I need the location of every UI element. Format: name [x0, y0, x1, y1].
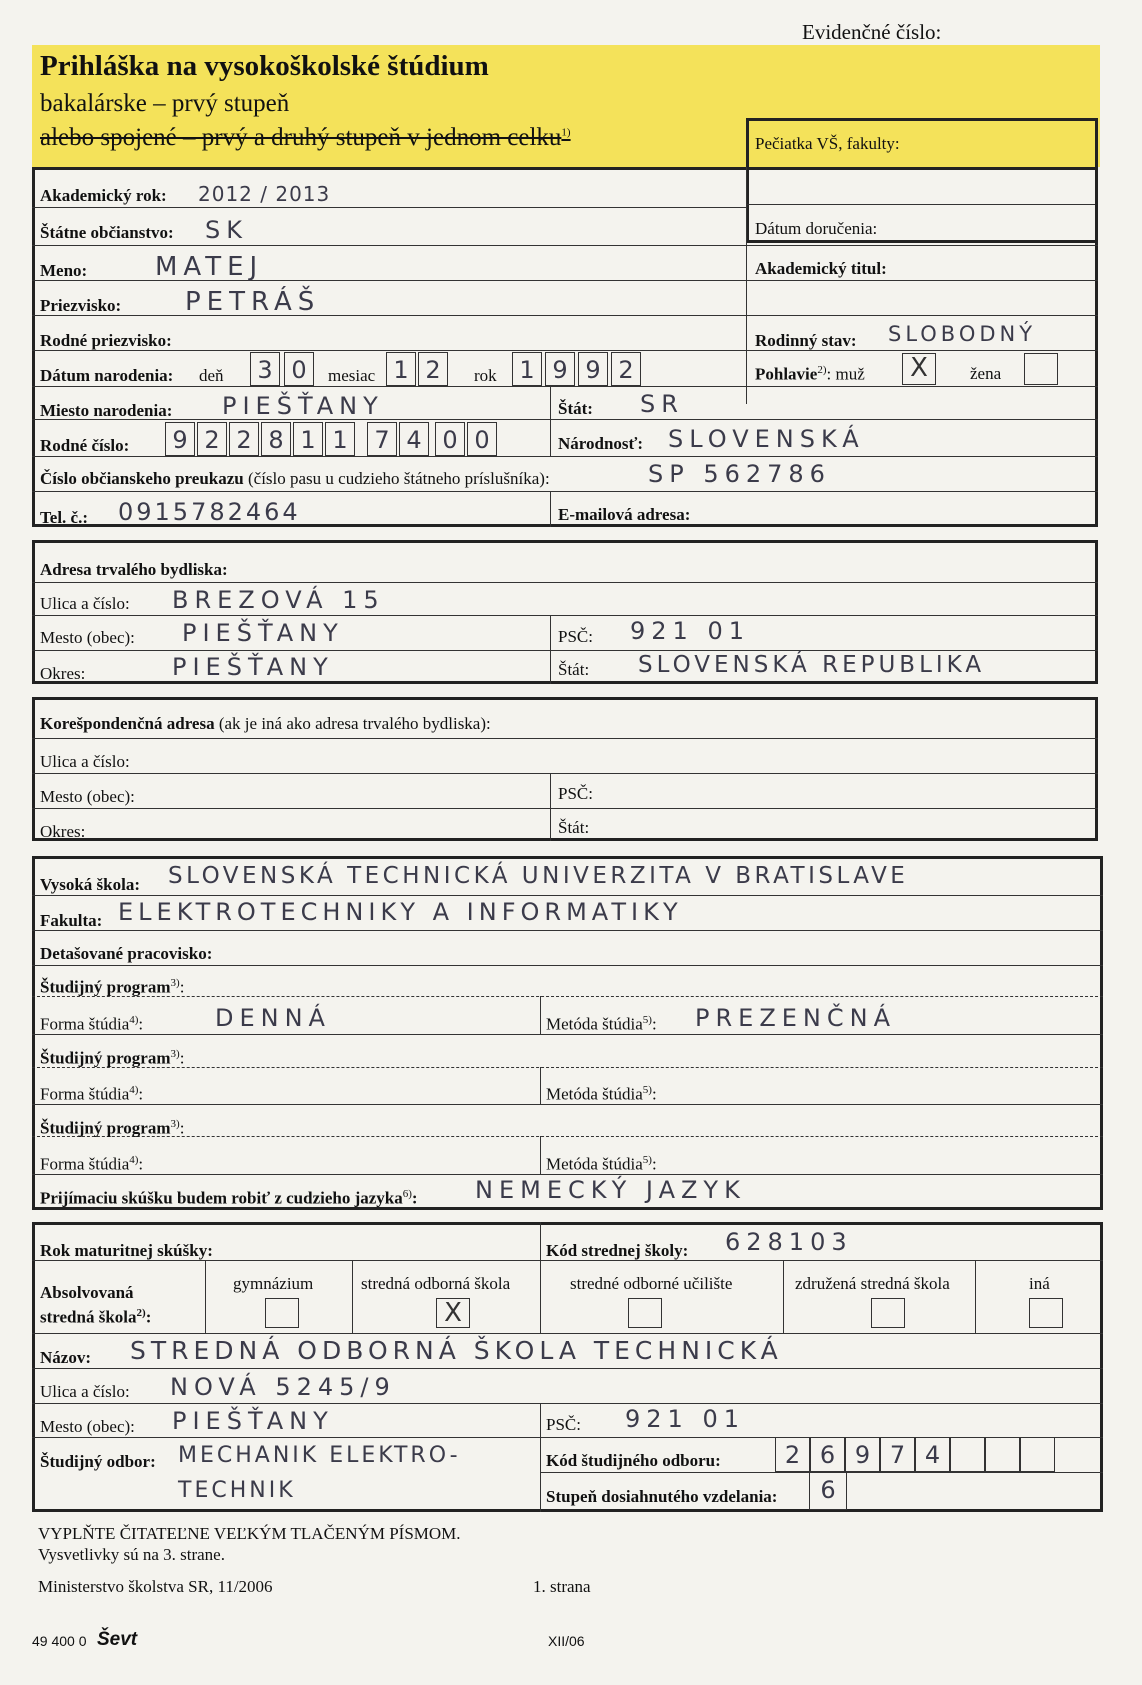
fill-instruction: VYPLŇTE ČITATEĽNE VEĽKÝM TLAČENÝM PÍSMOM. [38, 1524, 461, 1543]
academic-year-label: Akademický rok: [40, 186, 167, 205]
school-street-label: Ulica a číslo: [40, 1382, 130, 1401]
school-type-vocational-label: stredná odborná škola [361, 1274, 511, 1293]
correspondence-address-title: Korešpondenčná adresa (ak je iná ako adresa trvalého bydliska): [40, 714, 491, 733]
school-type-label: Absolvovaná stredná škola$^{2)}$: [40, 1283, 152, 1327]
graduation-year-label: Rok maturitnej skúšky: [40, 1241, 213, 1260]
citizenship-value: SK [205, 216, 248, 244]
education-degree-label: Stupeň dosiahnutého vzdelania: [546, 1487, 778, 1506]
surname-value: PETRÁŠ [185, 287, 321, 317]
name-label: Meno: [40, 261, 88, 280]
school-city-value: PIEŠŤANY [172, 1407, 334, 1435]
id-card-value: SP 562786 [648, 460, 831, 488]
correspondence-street-label: Ulica a číslo: [40, 752, 130, 771]
marital-status-label: Rodinný stav: [755, 331, 857, 350]
permanent-city-value: PIEŠŤANY [182, 619, 344, 647]
school-type-vocational-checkbox[interactable]: X [436, 1298, 470, 1328]
university-label: Vysoká škola: [40, 875, 140, 894]
birth-date-label: Dátum narodenia: [40, 366, 174, 385]
birth-number-digit: 2 [229, 422, 259, 456]
sex-label: Pohlavie$^{2)}$: muž [755, 364, 865, 384]
birth-number-digit: 0 [435, 422, 465, 456]
year-label: rok [474, 366, 497, 385]
name-value: MATEJ [155, 252, 264, 282]
nationality-value: SLOVENSKÁ [668, 425, 865, 453]
correspondence-city-label: Mesto (obec): [40, 787, 135, 806]
correspondence-state-label: Štát: [558, 818, 590, 837]
state-label: Štát: [558, 399, 593, 418]
school-zip-value: 921 01 [625, 1405, 745, 1433]
evidence-number-label: Evidenčné číslo: [802, 20, 942, 44]
year-digit: 9 [545, 352, 575, 386]
school-type-combined-label: združená stredná škola [795, 1274, 950, 1293]
birth-number-digit: 1 [325, 422, 355, 456]
field-code-digit [985, 1437, 1020, 1472]
birth-number-digit: 7 [367, 422, 397, 456]
permanent-address-title: Adresa trvalého bydliska: [40, 560, 228, 579]
study-form-1-label: Forma štúdia$^{4)}$: [40, 1014, 144, 1034]
correspondence-district-label: Okres: [40, 822, 86, 841]
school-city-label: Mesto (obec): [40, 1417, 135, 1436]
birth-surname-label: Rodné priezvisko: [40, 331, 172, 350]
exam-language-label: Prijímaciu skúšku budem robiť z cudzieho jazyka$^{6)}$: [40, 1188, 418, 1208]
school-type-apprentice-checkbox[interactable] [628, 1298, 662, 1328]
birth-number-digit: 4 [399, 422, 429, 456]
school-code-label: Kód strednej školy: [546, 1241, 689, 1260]
id-card-label: Číslo občianskeho preukazu (číslo pasu u cudzieho štátneho príslušníka): [40, 469, 550, 488]
school-name-label: Názov: [40, 1348, 91, 1367]
ministry-note: Ministerstvo školstva SR, 11/2006 [38, 1577, 273, 1596]
permanent-street-label: Ulica a číslo: [40, 594, 130, 613]
permanent-state-value: SLOVENSKÁ REPUBLIKA [638, 652, 986, 678]
university-value: SLOVENSKÁ TECHNICKÁ UNIVERZITA V BRATISLAVE [168, 863, 909, 889]
correspondence-zip-label: PSČ: [558, 784, 593, 803]
school-type-other-checkbox[interactable] [1029, 1298, 1063, 1328]
email-label: E-mailová adresa: [558, 505, 691, 524]
form-subtitle-1: bakalárske – prvý stupeň [40, 90, 290, 117]
year-digit: 9 [578, 352, 608, 386]
field-code-digit: 4 [915, 1437, 950, 1472]
school-type-gymnasium-checkbox[interactable] [265, 1298, 299, 1328]
study-field-label: Študijný odbor: [40, 1452, 156, 1471]
birth-place-value: PIEŠŤANY [222, 392, 384, 420]
permanent-zip-label: PSČ: [558, 627, 593, 646]
female-label: žena [970, 364, 1002, 383]
surname-label: Priezvisko: [40, 296, 122, 315]
school-street-value: NOVÁ 5245/9 [170, 1373, 396, 1401]
school-type-combined-checkbox[interactable] [871, 1298, 905, 1328]
permanent-state-label: Štát: [558, 660, 590, 679]
school-type-other-label: iná [1029, 1274, 1050, 1293]
school-zip-label: PSČ: [546, 1415, 581, 1434]
study-program-3-label: Študijný program$^{3)}$: [40, 1118, 185, 1138]
form-title: Prihláška na vysokoškolské štúdium [40, 50, 489, 82]
study-program-2-label: Študijný program$^{3)}$: [40, 1048, 185, 1068]
field-code-label: Kód študijného odboru: [546, 1451, 721, 1470]
explanation-note: Vysvetlivky sú na 3. strane. [38, 1545, 225, 1564]
sex-male-checkbox[interactable]: X [902, 353, 936, 385]
school-name-value: STREDNÁ ODBORNÁ ŠKOLA TECHNICKÁ [130, 1336, 783, 1365]
permanent-street-value: BREZOVÁ 15 [172, 586, 385, 614]
faculty-value: ELEKTROTECHNIKY A INFORMATIKY [118, 898, 683, 926]
field-code-digit [950, 1437, 985, 1472]
birth-place-label: Miesto narodenia: [40, 401, 173, 420]
study-field-value-1: MECHANIK ELEKTRO- [178, 1443, 461, 1468]
study-form-3-label: Forma štúdia$^{4)}$: [40, 1154, 144, 1174]
phone-label: Tel. č.: [40, 508, 89, 527]
study-field-value-2: TECHNIK [178, 1478, 296, 1503]
education-degree-value: 6 [809, 1472, 847, 1510]
school-type-apprentice-label: stredné odborné učilište [570, 1274, 733, 1293]
study-method-2-label: Metóda štúdia$^{5)}$: [546, 1084, 657, 1104]
form-code: 49 400 0 [32, 1633, 87, 1649]
permanent-district-label: Okres: [40, 664, 86, 683]
day-digit: 3 [250, 352, 280, 386]
nationality-label: Národnosť: [558, 434, 644, 453]
delivery-date-label: Dátum doručenia: [755, 219, 878, 238]
form-subtitle-2: alebo spojené – prvý a druhý stupeň v jednom celku$^{1)}$ [40, 124, 571, 151]
sex-female-checkbox[interactable] [1024, 353, 1058, 385]
branch-label: Detašované pracovisko: [40, 944, 213, 963]
birth-number-digit: 0 [467, 422, 497, 456]
day-label: deň [199, 366, 224, 385]
field-code-digit: 9 [845, 1437, 880, 1472]
study-method-3-label: Metóda štúdia$^{5)}$: [546, 1154, 657, 1174]
edition-code: XII/06 [548, 1633, 585, 1649]
school-code-value: 628103 [725, 1228, 853, 1256]
marital-status-value: SLOBODNÝ [888, 322, 1037, 346]
study-program-1-label: Študijný program$^{3)}$: [40, 977, 185, 997]
permanent-city-label: Mesto (obec): [40, 628, 135, 647]
permanent-zip-value: 921 01 [630, 617, 750, 645]
field-code-digit: 7 [880, 1437, 915, 1472]
academic-year-value: 2012 / 2013 [198, 182, 331, 206]
month-label: mesiac [328, 366, 376, 385]
faculty-label: Fakulta: [40, 911, 103, 930]
birth-number-label: Rodné číslo: [40, 436, 130, 455]
field-code-digit: 6 [810, 1437, 845, 1472]
study-form-1-value: DENNÁ [215, 1004, 331, 1032]
exam-language-value: NEMECKÝ JAZYK [475, 1176, 746, 1204]
study-form-2-label: Forma štúdia$^{4)}$: [40, 1084, 144, 1104]
study-method-1-label: Metóda štúdia$^{5)}$: [546, 1014, 657, 1034]
school-type-gymnasium-label: gymnázium [233, 1274, 314, 1293]
birth-number-digit: 9 [165, 422, 195, 456]
year-digit: 1 [512, 352, 542, 386]
birth-number-digit: 8 [261, 422, 291, 456]
state-value: SR [640, 390, 684, 418]
field-code-digit [1020, 1437, 1055, 1472]
sevt-logo: Ševt [97, 1629, 138, 1650]
month-digit: 1 [386, 352, 416, 386]
page-number: 1. strana [533, 1577, 591, 1596]
birth-number-digit: 1 [293, 422, 323, 456]
permanent-district-value: PIEŠŤANY [172, 653, 334, 681]
year-digit: 2 [611, 352, 641, 386]
study-method-1-value: PREZENČNÁ [695, 1004, 896, 1032]
day-digit: 0 [284, 352, 314, 386]
birth-number-digit: 2 [197, 422, 227, 456]
citizenship-label: Štátne občianstvo: [40, 223, 174, 242]
phone-value: 0915782464 [118, 498, 301, 526]
field-code-digit: 2 [775, 1437, 810, 1472]
stamp-label: Pečiatka VŠ, fakulty: [755, 134, 900, 153]
month-digit: 2 [418, 352, 448, 386]
academic-title-label: Akademický titul: [755, 259, 887, 278]
